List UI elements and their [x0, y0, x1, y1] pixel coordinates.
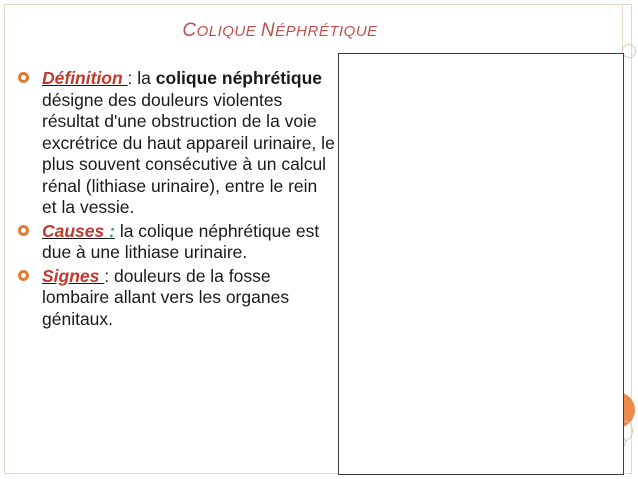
decorative-circle	[622, 44, 636, 58]
image-placeholder	[338, 53, 624, 475]
list-item-definition: Définition : la colique néphrétique désigne des douleurs violentes résultat d'une obstruction de la voie excrétrice du haut appareil urinaire, le plus souvent consécutive à un calcul rénal (lithiase urinaire), entre le rein et la vessie.	[18, 68, 336, 219]
keyword-definition: Définition	[42, 68, 128, 88]
bullet-icon	[18, 225, 29, 236]
bullet-icon	[18, 270, 29, 281]
list-item-causes: Causes : la colique néphrétique est due à une lithiase urinaire.	[18, 221, 336, 264]
keyword-signes: Signes	[42, 265, 105, 286]
bullet-icon	[18, 72, 29, 83]
list-item-signes: Signes : douleurs de la fosse lombaire allant vers les organes génitaux.	[18, 266, 336, 331]
bullet-list	[18, 68, 336, 332]
slide-title: COLIQUE NÉPHRÉTIQUE	[182, 20, 378, 41]
keyword-causes: Causes	[42, 220, 110, 241]
